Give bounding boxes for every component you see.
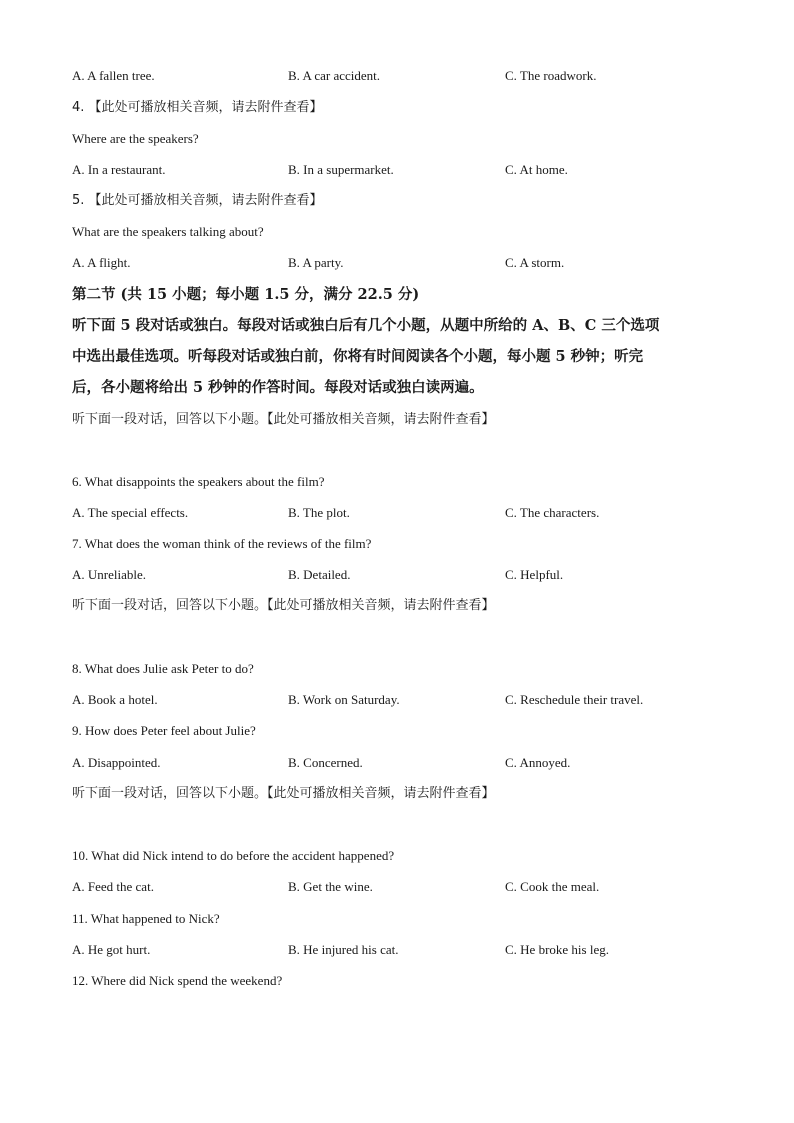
q7-option-c[interactable]: C. Helpful.	[505, 567, 564, 582]
q9-option-c[interactable]: C. Annoyed.	[505, 755, 571, 770]
q8-option-a[interactable]: A. Book a hotel.	[72, 692, 158, 707]
q11-option-a[interactable]: A. He got hurt.	[72, 942, 151, 957]
q4-options	[72, 162, 732, 178]
q4-question: Where are the speakers?	[72, 131, 199, 146]
q7-option-b[interactable]: B. Detailed.	[288, 567, 351, 582]
section-heading: 第二节 (共 15 小题；每小题 1.5 分，满分 22.5 分)	[72, 286, 420, 303]
q3-option-b[interactable]: B. A car accident.	[288, 68, 381, 83]
instruction-line-1: 听下面 5 段对话或独白。每段对话或独白后有几个小题，从题中所给的 A、B、C 三个选项	[72, 317, 660, 334]
q10-option-b[interactable]: B. Get the wine.	[288, 879, 373, 894]
q3-options	[72, 68, 732, 84]
q8-option-c[interactable]: C. Reschedule their travel.	[505, 692, 644, 707]
q6-options	[72, 505, 732, 521]
q9-option-b[interactable]: B. Concerned.	[288, 755, 363, 770]
q7-options	[72, 567, 732, 583]
q5-question: What are the speakers talking about?	[72, 224, 264, 239]
q5-option-a[interactable]: A. A flight.	[72, 255, 131, 270]
q6-option-c[interactable]: C. The characters.	[505, 505, 600, 520]
q10-question: 10. What did Nick intend to do before the accident happened?	[72, 848, 395, 863]
q5-options	[72, 255, 732, 271]
q9-question: 9. How does Peter feel about Julie?	[72, 723, 256, 738]
q12-question: 12. Where did Nick spend the weekend?	[72, 973, 283, 988]
instruction-line-3: 后，各小题将给出 5 秒钟的作答时间。每段对话或独白读两遍。	[72, 379, 484, 396]
q11-option-c[interactable]: C. He broke his leg.	[505, 942, 609, 957]
q5-audio-placeholder[interactable]: 5. 【此处可播放相关音频，请去附件查看】	[72, 193, 323, 208]
dialogue-prompt-1[interactable]: 听下面一段对话，回答以下小题。【此处可播放相关音频，请去附件查看】	[72, 412, 495, 427]
q11-question: 11. What happened to Nick?	[72, 911, 220, 926]
q10-option-c[interactable]: C. Cook the meal.	[505, 879, 600, 894]
dialogue-prompt-3[interactable]: 听下面一段对话，回答以下小题。【此处可播放相关音频，请去附件查看】	[72, 786, 495, 801]
q4-option-a[interactable]: A. In a restaurant.	[72, 162, 166, 177]
q5-option-b[interactable]: B. A party.	[288, 255, 344, 270]
q3-option-c[interactable]: C. The roadwork.	[505, 68, 597, 83]
q10-option-a[interactable]: A. Feed the cat.	[72, 879, 154, 894]
q10-options	[72, 879, 732, 895]
dialogue-prompt-2[interactable]: 听下面一段对话，回答以下小题。【此处可播放相关音频，请去附件查看】	[72, 598, 495, 613]
q8-options	[72, 692, 732, 708]
q3-option-a[interactable]: A. A fallen tree.	[72, 68, 155, 83]
instruction-line-2: 中选出最佳选项。听每段对话或独白前，你将有时间阅读各个小题，每小题 5 秒钟；听完	[72, 348, 644, 365]
q6-option-b[interactable]: B. The plot.	[288, 505, 350, 520]
q6-question: 6. What disappoints the speakers about the film?	[72, 474, 325, 489]
q4-option-b[interactable]: B. In a supermarket.	[288, 162, 394, 177]
q11-option-b[interactable]: B. He injured his cat.	[288, 942, 399, 957]
q9-option-a[interactable]: A. Disappointed.	[72, 755, 161, 770]
q7-option-a[interactable]: A. Unreliable.	[72, 567, 147, 582]
q11-options	[72, 942, 732, 958]
q4-option-c[interactable]: C. At home.	[505, 162, 568, 177]
q6-option-a[interactable]: A. The special effects.	[72, 505, 189, 520]
q7-question: 7. What does the woman think of the reviews of the film?	[72, 536, 372, 551]
q9-options	[72, 755, 732, 771]
q4-audio-placeholder[interactable]: 4. 【此处可播放相关音频，请去附件查看】	[72, 100, 323, 115]
q8-option-b[interactable]: B. Work on Saturday.	[288, 692, 400, 707]
q8-question: 8. What does Julie ask Peter to do?	[72, 661, 254, 676]
q5-option-c[interactable]: C. A storm.	[505, 255, 565, 270]
